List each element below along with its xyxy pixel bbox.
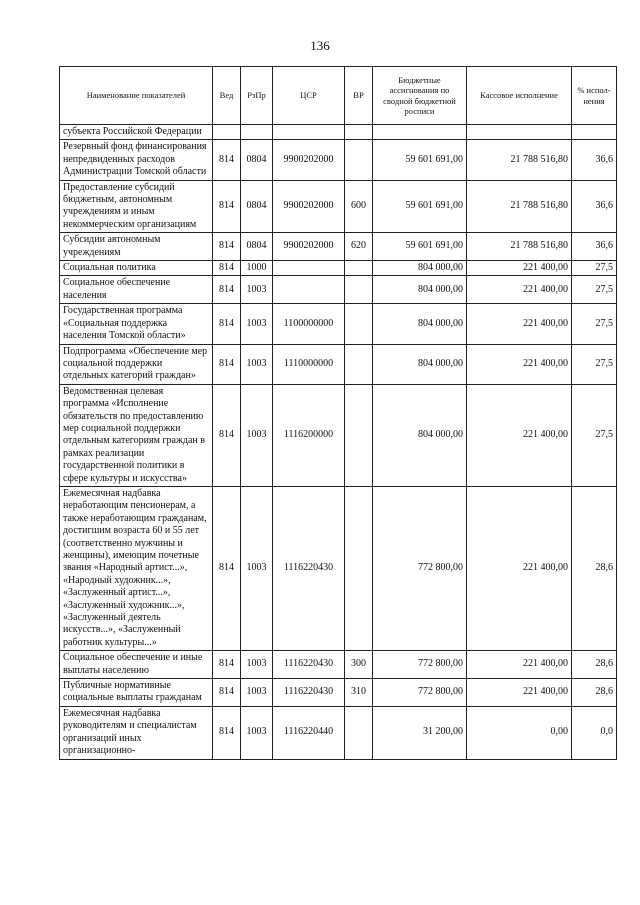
cell-csr: 1100000000 [273, 304, 345, 344]
header-vr: ВР [345, 67, 373, 125]
cell-rzpr [241, 125, 273, 140]
cell-vr [345, 706, 373, 759]
cell-rzpr: 1003 [241, 486, 273, 650]
cell-rzpr: 1003 [241, 651, 273, 679]
cell-pct: 27,5 [572, 304, 617, 344]
cell-assign: 804 000,00 [373, 384, 467, 486]
cell-pct: 27,5 [572, 261, 617, 276]
cell-csr: 1110000000 [273, 344, 345, 384]
cell-vr [345, 125, 373, 140]
cell-ved: 814 [213, 344, 241, 384]
cell-ved: 814 [213, 180, 241, 233]
cell-assign [373, 125, 467, 140]
cell-csr: 9900202000 [273, 140, 345, 180]
cell-ved: 814 [213, 384, 241, 486]
cell-pct: 36,6 [572, 180, 617, 233]
cell-ved: 814 [213, 276, 241, 304]
cell-pct [572, 125, 617, 140]
cell-cash: 221 400,00 [467, 344, 572, 384]
cell-csr [273, 125, 345, 140]
cell-cash: 0,00 [467, 706, 572, 759]
cell-cash: 221 400,00 [467, 261, 572, 276]
cell-ved: 814 [213, 651, 241, 679]
cell-pct: 27,5 [572, 276, 617, 304]
cell-pct: 36,6 [572, 140, 617, 180]
cell-cash: 221 400,00 [467, 679, 572, 707]
table-row [60, 276, 617, 304]
budget-table [59, 66, 617, 760]
cell-vr [345, 384, 373, 486]
table-row [60, 233, 617, 261]
cell-pct: 0,0 [572, 706, 617, 759]
cell-assign: 772 800,00 [373, 486, 467, 650]
cell-cash: 221 400,00 [467, 651, 572, 679]
cell-cash: 221 400,00 [467, 384, 572, 486]
cell-pct: 28,6 [572, 486, 617, 650]
header-name: Наименование показателей [60, 67, 213, 125]
cell-vr [345, 140, 373, 180]
cell-cash: 221 400,00 [467, 276, 572, 304]
cell-ved: 814 [213, 304, 241, 344]
cell-cash: 21 788 516,80 [467, 140, 572, 180]
cell-name: Ведомственная целевая программа «Исполнение обязательств по предоставлению мер социальной поддержки отдельным категориям граждан в рамках реализации государственной политики в сфере культуры и искусства» [60, 384, 213, 486]
cell-vr [345, 276, 373, 304]
cell-name: Резервный фонд финансирования непредвиденных расходов Администрации Томской области [60, 140, 213, 180]
cell-pct: 28,6 [572, 651, 617, 679]
cell-vr [345, 344, 373, 384]
cell-pct: 28,6 [572, 679, 617, 707]
header-pct: % испол-нения [572, 67, 617, 125]
cell-csr: 1116200000 [273, 384, 345, 486]
cell-vr [345, 304, 373, 344]
table-row [60, 140, 617, 180]
table-row [60, 706, 617, 759]
cell-rzpr: 1003 [241, 344, 273, 384]
cell-csr: 9900202000 [273, 233, 345, 261]
cell-pct: 36,6 [572, 233, 617, 261]
cell-assign: 59 601 691,00 [373, 140, 467, 180]
cell-name: Социальное обеспечение и иные выплаты населению [60, 651, 213, 679]
cell-assign: 772 800,00 [373, 679, 467, 707]
cell-name: Предоставление субсидий бюджетным, автономным учреждениям и иным некоммерческим организациям [60, 180, 213, 233]
cell-rzpr: 0804 [241, 233, 273, 261]
cell-assign: 804 000,00 [373, 261, 467, 276]
cell-rzpr: 0804 [241, 180, 273, 233]
cell-csr: 1116220430 [273, 486, 345, 650]
cell-ved: 814 [213, 140, 241, 180]
table-row [60, 679, 617, 707]
cell-ved [213, 125, 241, 140]
cell-vr [345, 261, 373, 276]
cell-rzpr: 1003 [241, 276, 273, 304]
header-rzpr: РзПр [241, 67, 273, 125]
cell-pct: 27,5 [572, 344, 617, 384]
cell-ved: 814 [213, 486, 241, 650]
cell-assign: 804 000,00 [373, 304, 467, 344]
cell-vr: 620 [345, 233, 373, 261]
cell-assign: 31 200,00 [373, 706, 467, 759]
cell-assign: 804 000,00 [373, 276, 467, 304]
cell-csr: 1116220430 [273, 651, 345, 679]
cell-csr: 1116220440 [273, 706, 345, 759]
cell-name: Ежемесячная надбавка руководителям и специалистам организаций иных организационно- [60, 706, 213, 759]
cell-cash: 221 400,00 [467, 486, 572, 650]
cell-cash: 21 788 516,80 [467, 233, 572, 261]
cell-assign: 59 601 691,00 [373, 233, 467, 261]
header-assign: Бюджетные ассигнования по сводной бюджетной росписи [373, 67, 467, 125]
table-row [60, 304, 617, 344]
cell-rzpr: 1003 [241, 304, 273, 344]
cell-assign: 59 601 691,00 [373, 180, 467, 233]
header-row [60, 67, 617, 125]
cell-rzpr: 1003 [241, 384, 273, 486]
cell-name: Социальное обеспечение населения [60, 276, 213, 304]
cell-cash [467, 125, 572, 140]
table-row [60, 261, 617, 276]
cell-rzpr: 1003 [241, 679, 273, 707]
table-row [60, 384, 617, 486]
header-csr: ЦСР [273, 67, 345, 125]
cell-assign: 804 000,00 [373, 344, 467, 384]
cell-csr [273, 261, 345, 276]
header-cash: Кассовое исполнение [467, 67, 572, 125]
cell-name: Социальная политика [60, 261, 213, 276]
page-number: 136 [310, 38, 330, 53]
cell-name: Публичные нормативные социальные выплаты гражданам [60, 679, 213, 707]
cell-ved: 814 [213, 261, 241, 276]
cell-vr: 300 [345, 651, 373, 679]
cell-vr: 310 [345, 679, 373, 707]
table-row [60, 344, 617, 384]
cell-name: Субсидии автономным учреждениям [60, 233, 213, 261]
cell-ved: 814 [213, 679, 241, 707]
cell-ved: 814 [213, 706, 241, 759]
cell-name: Государственная программа «Социальная поддержка населения Томской области» [60, 304, 213, 344]
cell-name: субъекта Российской Федерации [60, 125, 213, 140]
cell-name: Ежемесячная надбавка неработающим пенсионерам, а также неработающим гражданам, достигшим возраста 60 и 55 лет (соответственно мужчины и женщины), имеющим почетные звания «Народный артист...», «Народный художник...», «Заслуженный артист...», «Заслуженный художник...», «Заслуженный деятель искусств...», «Заслуженный работник культуры...» [60, 486, 213, 650]
table-row [60, 180, 617, 233]
cell-csr: 9900202000 [273, 180, 345, 233]
cell-cash: 21 788 516,80 [467, 180, 572, 233]
cell-name: Подпрограмма «Обеспечение мер социальной поддержки отдельных категорий граждан» [60, 344, 213, 384]
table-row [60, 651, 617, 679]
header-ved: Вед [213, 67, 241, 125]
table-row [60, 125, 617, 140]
cell-cash: 221 400,00 [467, 304, 572, 344]
cell-rzpr: 0804 [241, 140, 273, 180]
cell-vr: 600 [345, 180, 373, 233]
cell-assign: 772 800,00 [373, 651, 467, 679]
cell-rzpr: 1000 [241, 261, 273, 276]
cell-vr [345, 486, 373, 650]
cell-csr [273, 276, 345, 304]
cell-pct: 27,5 [572, 384, 617, 486]
table-row [60, 486, 617, 650]
cell-csr: 1116220430 [273, 679, 345, 707]
cell-ved: 814 [213, 233, 241, 261]
cell-rzpr: 1003 [241, 706, 273, 759]
